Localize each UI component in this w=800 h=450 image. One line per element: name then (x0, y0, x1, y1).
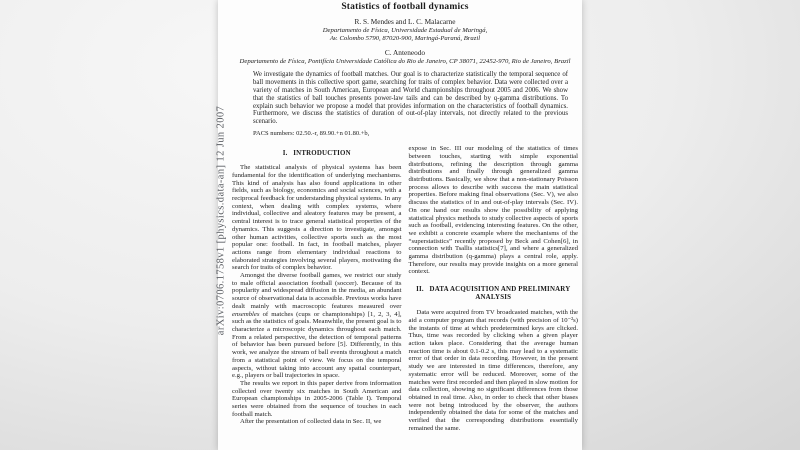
paper-page (215, 0, 582, 450)
affiliation-1-line-2: Av. Colombo 5790, 87020-900, Maringá-Paraná, Brazil (329, 35, 481, 43)
intro-paragraph-1: The statistical analysis of physical systems has been fundamental for the identification of underlying mechanisms. This kind of analysis has also found applications in other fields, such as biology, economics and social sciences, with a reciprocal feedback for understanding physical systems. In any context, when dealing with complex systems, where individual, collective and aleatory features may be present, a central interest is to trace general statistical properties of the dynamics. This suggests a direction to investigate, amongst other human activities, collective sports such as the most popular one: football. In fact, in football matches, player actions range from elementary individual reactions to elaborated strategies involving several players, motivating the search for traits of complex behavior. (232, 164, 402, 272)
section-2-paragraph-1: Data were acquired from TV broadcasted matches, with the aid a computer program that records (with precision of 10⁻²s) the instants of time at which predetermined keys are clicked. Thus, time was recorded by clicking when a given player action takes place. Considering that the average human reaction time is about 0.1-0.2 s, this may lead to a systematic error of that order in data recording. However, in the present study we are interested in time differences, therefore, any systematic error will be reduced. Moreover, some of the matches were first recorded and then played in slow motion for data collection, showing no significant differences from those obtained in real time. Also, in order to check that other biases were not being introduced by the observer, the authors independently obtained the data for some of the matches and verified that the corresponding distributions essentially remained the same. (408, 309, 578, 432)
intro-paragraph-2 (232, 272, 402, 380)
continuation-paragraph: expose in Sec. III our modeling of the statistics of times between touches, starting with simple exponential distributions, refining the description through gamma distributions and finally through generalized gamma distributions. Basically, we show that a non-stationary Poisson process allows to describe with success the main statistical properties. Before making final observations (Sec. V), we also discuss the statistics of in and out-of-play intervals (Sec. IV). On one hand our results show the possibility of applying statistical physics methods to study collective aspects of sports such as football, evidencing interesting features. On the other, we exhibit a concrete example where the mechanisms of the “superstatistics” recently proposed by Beck and Cohen[6], in connection with Tsallis statistics[7], and where a generalized gamma distribution (q-gamma) plays a central role, apply. Therefore, our results may provide insights on a more general context. (408, 145, 578, 276)
right-column (409, 145, 579, 432)
paper-content (215, 2, 582, 432)
pacs-numbers: PACS numbers: 02.50.-r, 89.90.+n 01.80.+b, (253, 130, 370, 138)
intro-paragraph-2-part-b: of matches (cups or championships) [1, 2, 3, 4], such as the statistics of goals. Meanwhile, the present goal is to characterize a microscopic dynamics throughout each match. From a related perspective, the detection of temporal patterns of behavior has been pursued before [5]. Differently, in this work, we analyze the stream of ball events throughout a match from a statistical point of view. We focus on the temporal aspects, without taking into account any spatial counterpart, e.g., players or ball trajectories in space. (232, 310, 402, 380)
section-2-heading: II. DATA ACQUISITION AND PRELIMINARY ANALYSIS (416, 286, 571, 302)
affiliation-2: Departamento de Física, Pontifícia Universidade Católica do Rio de Janeiro, CP 38071, 22452-970, Rio de Janeiro, Brazil (239, 57, 571, 65)
two-column-body (232, 145, 578, 432)
intro-paragraph-3: The results we report in this paper derive from information collected over twenty six matches in South American and European championships in 2005-2006 (Table I). Temporal series were obtained from the sequence of touches in each football match. (232, 379, 402, 418)
paper-title: Statistics of football dynamics (341, 2, 469, 12)
section-1-heading: I. INTRODUCTION (282, 150, 351, 158)
affiliation-1-line-1: Departamento de Física, Universidade Estadual de Maringá, (322, 27, 488, 34)
intro-paragraph-2-part-a: Amongst the diverse football games, we restrict our study to male official association football (soccer). Because of its popularity and widespread diffusion in the media, an abundant source of observational data is accessible. Previous works have dealt mainly with macroscopic features measured over (232, 272, 402, 310)
authors-line-1: R. S. Mendes and L. C. Malacarne (354, 17, 456, 26)
abstract-text: We investigate the dynamics of football matches. Our goal is to characterize statistically the temporal sequence of ball movements in this collective sport game, searching for traits of complex behavior. Data were collected over a variety of matches in South American, European and World championships throughout 2005 and 2006. We show that the statistics of ball touches presents power-law tails and can be described by q-gamma distributions. To explain such behavior we propose a model that provides information on the characteristics of football dynamics. Furthermore, we discuss the statistics of duration of out-of-play intervals, not directly related to the previous scenario. (253, 70, 568, 126)
arxiv-watermark: arXiv:0706.1758v1 [physics.data-an] 12 Jun 2007 (215, 105, 227, 336)
intro-paragraph-4: After the presentation of collected data in Sec. II, we (240, 418, 382, 426)
left-column (232, 145, 402, 432)
intro-paragraph-2-emphasis: ensembles (232, 310, 260, 318)
authors-line-2: C. Anteneodo (384, 47, 426, 57)
